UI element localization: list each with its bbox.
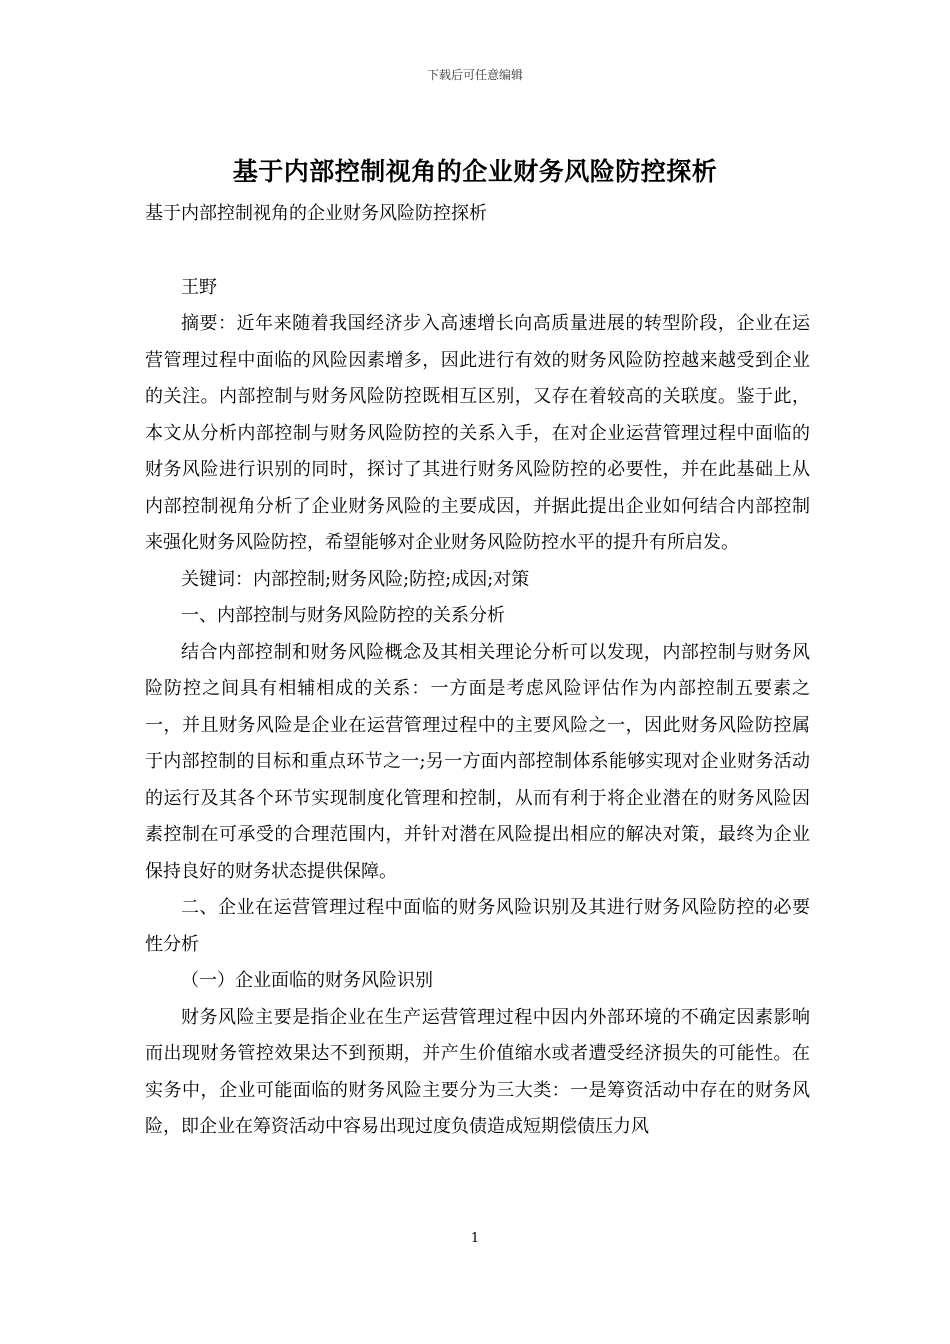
section-heading-2: 二、企业在运营管理过程中面临的财务风险识别及其进行财务风险防控的必要性分析 <box>145 897 810 955</box>
page-number: 1 <box>470 1231 480 1246</box>
blank-line <box>145 233 810 270</box>
document-body <box>145 196 810 1146</box>
body-paragraph: 财务风险主要是指企业在生产运营管理过程中因内外部环境的不确定因素影响而出现财务管控效果达不到预期，并产生价值缩水或者遭受经济损失的可能性。在实务中，企业可能面临的财务风险主要分为三大类：一是筹资活动中存在的财务风险，即企业在筹资活动中容易出现过度负债造成短期偿债压力风 <box>145 1006 810 1137</box>
keywords-paragraph: 关键词：内部控制;财务风险;防控;成因;对策 <box>181 568 530 590</box>
page-header: 下载后可任意编辑 <box>426 68 523 82</box>
subtitle: 基于内部控制视角的企业财务风险防控探析 <box>145 203 487 224</box>
abstract-paragraph: 摘要：近年来随着我国经济步入高速增长向高质量进展的转型阶段，企业在运营管理过程中面临的风险因素增多，因此进行有效的财务风险防控越来越受到企业的关注。内部控制与财务风险防控既相互区别，又存在着较高的关联度。鉴于此，本文从分析内部控制与财务风险防控的关系入手，在对企业运营管理过程中面临的财务风险进行识别的同时，探讨了其进行财务风险防控的必要性，并在此基础上从内部控制视角分析了企业财务风险的主要成因，并据此提出企业如何结合内部控制来强化财务风险防控，希望能够对企业财务风险防控水平的提升有所启发。 <box>145 313 810 553</box>
section-heading-1: 一、内部控制与财务风险防控的关系分析 <box>181 605 505 626</box>
document-title: 基于内部控制视角的企业财务风险防控探析 <box>232 157 718 186</box>
subsection-heading-1: （一）企业面临的财务风险识别 <box>181 970 433 991</box>
author: 王野 <box>181 276 217 298</box>
body-paragraph: 结合内部控制和财务风险概念及其相关理论分析可以发现，内部控制与财务风险防控之间具有相辅相成的关系：一方面是考虑风险评估作为内部控制五要素之一，并且财务风险是企业在运营管理过程中的主要风险之一，因此财务风险防控属于内部控制的目标和重点环节之一;另一方面内部控制体系能够实现对企业财务活动的运行及其各个环节实现制度化管理和控制，从而有利于将企业潜在的财务风险因素控制在可承受的合理范围内，并针对潜在风险提出相应的解决对策，最终为企业保持良好的财务状态提供保障。 <box>145 641 810 882</box>
